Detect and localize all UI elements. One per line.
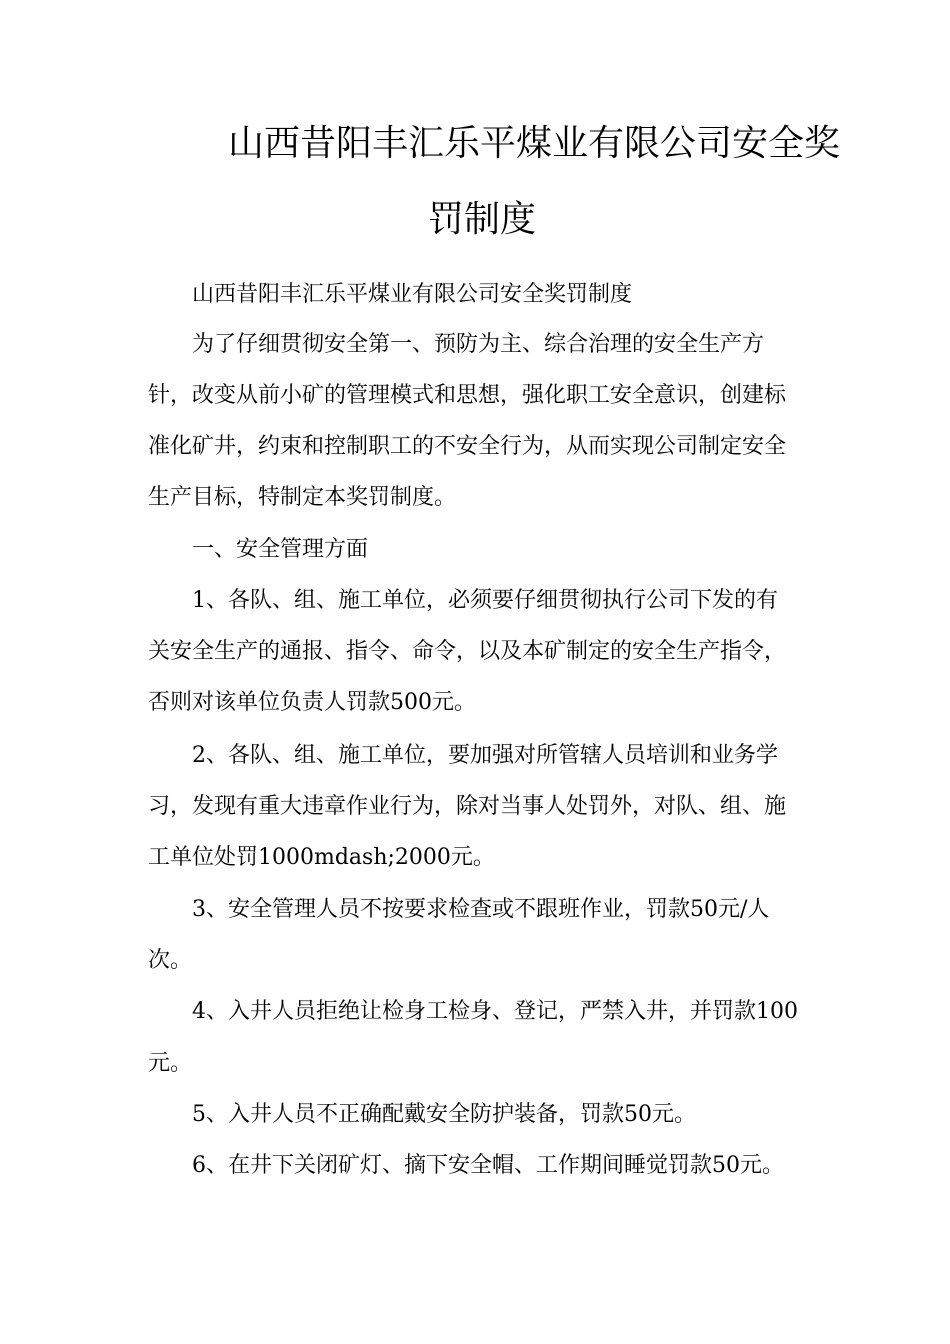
subtitle-line: 山西昔阳丰汇乐平煤业有限公司安全奖罚制度 bbox=[192, 282, 633, 307]
document-title-line-1: 山西昔阳丰汇乐平煤业有限公司安全奖 bbox=[228, 123, 841, 164]
paragraph-line: 关安全生产的通报、指令、命令，以及本矿制定的安全生产指令， bbox=[148, 639, 787, 664]
paragraph-line: 准化矿井，约束和控制职工的不安全行为，从而实现公司制定安全 bbox=[148, 434, 787, 459]
section-heading: 一、安全管理方面 bbox=[192, 537, 369, 562]
paragraph-line: 元。 bbox=[148, 1051, 193, 1076]
paragraph-line: 5、入井人员不正确配戴安全防护装备，罚款50元。 bbox=[192, 1102, 696, 1127]
paragraph-line: 工单位处罚1000mdash;2000元。 bbox=[148, 845, 495, 870]
paragraph-line: 1、各队、组、施工单位，必须要仔细贯彻执行公司下发的有 bbox=[192, 588, 778, 613]
paragraph-line: 4、入井人员拒绝让检身工检身、登记，严禁入井，并罚款100 bbox=[192, 999, 798, 1024]
paragraph-line: 否则对该单位负责人罚款500元。 bbox=[148, 690, 476, 715]
paragraph-line: 习，发现有重大违章作业行为，除对当事人处罚外，对队、组、施 bbox=[148, 794, 787, 819]
paragraph-line: 针，改变从前小矿的管理模式和思想，强化职工安全意识，创建标 bbox=[148, 383, 787, 408]
paragraph-line: 为了仔细贯彻安全第一、预防为主、综合治理的安全生产方 bbox=[192, 332, 765, 357]
paragraph-line: 2、各队、组、施工单位，要加强对所管辖人员培训和业务学 bbox=[192, 743, 778, 768]
paragraph-line: 生产目标，特制定本奖罚制度。 bbox=[148, 485, 457, 510]
paragraph-line: 3、安全管理人员不按要求检查或不跟班作业，罚款50元/人 bbox=[192, 897, 770, 922]
paragraph-line: 6、在井下关闭矿灯、摘下安全帽、工作期间睡觉罚款50元。 bbox=[192, 1153, 784, 1178]
document-title-line-2: 罚制度 bbox=[428, 199, 537, 240]
paragraph-line: 次。 bbox=[148, 948, 193, 973]
